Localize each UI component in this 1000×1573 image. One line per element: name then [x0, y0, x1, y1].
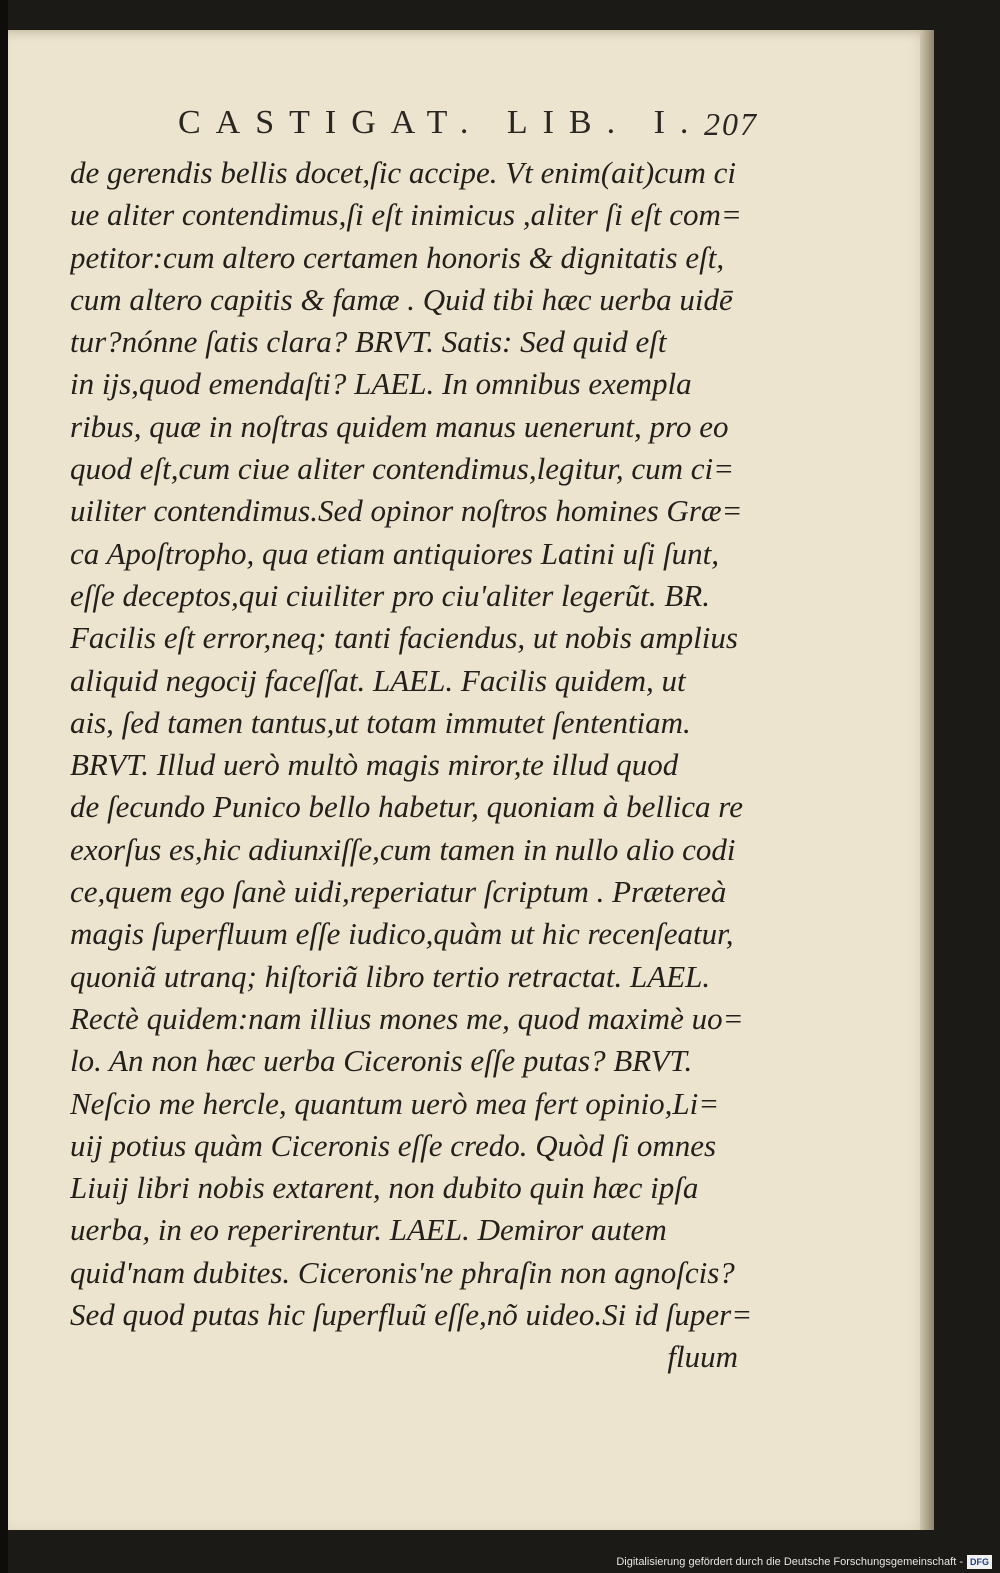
text-line: uiliter contendimus.Sed opinor noſtros homines Græ=	[70, 493, 743, 529]
scan-border	[0, 0, 8, 1573]
text-line: ais, ſed tamen tantus,ut totam immutet ſententiam.	[70, 704, 691, 740]
text-line: uerba, in eo reperirentur. LAEL. Demiror autem	[70, 1212, 667, 1248]
text-line: magis ſuperfluum eſſe iudico,quàm ut hic recenſeatur,	[70, 916, 734, 952]
text-line: BRVT. Illud uerò multò magis miror,te illud quod	[70, 747, 679, 783]
running-head-title: CASTIGAT. LIB. I.	[178, 104, 704, 141]
dfg-logo: DFG	[967, 1555, 992, 1569]
text-line: quoniã utranq; hiſtoriã libro tertio retractat. LAEL.	[70, 958, 711, 994]
text-line: cum altero capitis & famæ . Quid tibi hæc uerba uidē	[70, 281, 733, 317]
text-line: quod eſt,cum ciue aliter contendimus,legitur, cum ci=	[70, 451, 735, 487]
text-line: aliquid negocij faceſſat. LAEL. Facilis quidem, ut	[70, 662, 686, 698]
text-line: de ſecundo Punico bello habetur, quoniam à bellica re	[70, 789, 743, 825]
text-line: exorſus es,hic adiunxiſſe,cum tamen in nullo alio codi	[70, 831, 736, 867]
text-line: Neſcio me hercle, quantum uerò mea fert opinio,Li=	[70, 1085, 720, 1121]
text-line: Facilis eſt error,neq; tanti faciendus, ut nobis amplius	[70, 620, 738, 656]
digitization-credit	[616, 1551, 992, 1573]
text-line: Liuij libri nobis extarent, non dubito quin hæc ipſa	[70, 1170, 699, 1206]
text-line: ca Apoſtropho, qua etiam antiquiores Latini uſi ſunt,	[70, 535, 720, 571]
text-line: ce,quem ego ſanè uidi,reperiatur ſcriptum . Prætereà	[70, 874, 727, 910]
page-number: 207	[704, 106, 758, 142]
text-line: uij potius quàm Ciceronis eſſe credo. Quòd ſi omnes	[70, 1127, 717, 1163]
credit-text: Digitalisierung gefördert durch die Deutsche Forschungsgemeinschaft -	[616, 1556, 963, 1568]
text-line: Sed quod putas hic ſuperfluũ eſſe,nõ uideo.Si id ſuper=	[70, 1297, 753, 1333]
catchword: fluum	[667, 1339, 738, 1375]
text-line: tur?nónne ſatis clara? BRVT. Satis: Sed quid eſt	[70, 324, 667, 360]
text-line: in ijs,quod emendaſti? LAEL. In omnibus exempla	[70, 366, 692, 402]
text-line: quid'nam dubites. Ciceronis'ne phraſin non agnoſcis?	[70, 1254, 735, 1290]
text-line: Rectè quidem:nam illius mones me, quod maximè uo=	[70, 1000, 744, 1036]
text-line: lo. An non hæc uerba Ciceronis eſſe putas? BRVT.	[70, 1043, 693, 1079]
page-edge	[920, 30, 934, 1530]
text-line: de gerendis bellis docet,ſic accipe. Vt enim(ait)cum ci	[70, 155, 736, 190]
body-text	[70, 152, 760, 1379]
text-line: ue aliter contendimus,ſi eſt inimicus ,aliter ſi eſt com=	[70, 197, 742, 233]
running-head	[178, 104, 758, 150]
text-line: ribus, quæ in noſtras quidem manus uenerunt, pro eo	[70, 408, 729, 444]
text-line: petitor:cum altero certamen honoris & dignitatis eſt,	[70, 239, 725, 275]
text-line: eſſe deceptos,qui ciuiliter pro ciu'aliter legerũt. BR.	[70, 577, 710, 613]
